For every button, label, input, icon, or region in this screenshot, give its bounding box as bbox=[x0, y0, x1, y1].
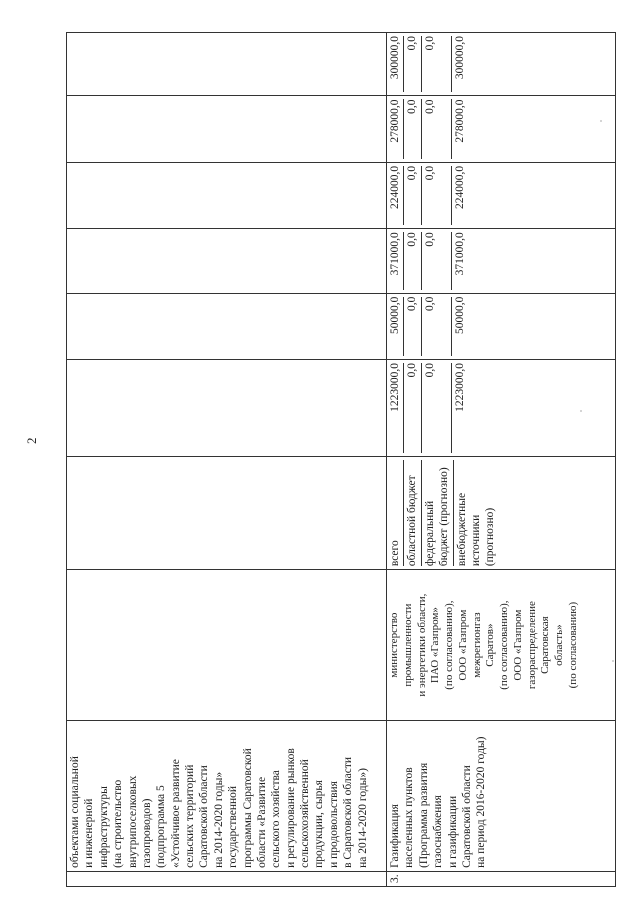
cell-empty bbox=[67, 33, 387, 96]
text-line: «Устойчивое развитие bbox=[169, 759, 182, 868]
value-cell: 0,0 bbox=[404, 297, 421, 356]
cell-name-previous bbox=[67, 721, 387, 872]
text-line: Газификация bbox=[389, 804, 401, 868]
cell-values-col4 bbox=[387, 162, 616, 228]
funding-source-line: всего bbox=[389, 540, 401, 567]
value-cell: 0,0 bbox=[422, 232, 452, 289]
value-cell: 278000,0 bbox=[387, 99, 404, 158]
funding-source-line: источники bbox=[469, 514, 482, 567]
value-cell: 300000,0 bbox=[454, 36, 467, 80]
program-table bbox=[66, 32, 616, 887]
funding-source-line: бюджет (прогнозно) bbox=[438, 467, 451, 567]
value-cell: 0,0 bbox=[404, 232, 421, 289]
value-cell: 0,0 bbox=[404, 166, 421, 225]
text-line: и продовольствия bbox=[327, 781, 340, 868]
text-line: объектами социальной bbox=[69, 756, 81, 868]
value-cell: 50000,0 bbox=[387, 297, 404, 356]
funding-source-line: внебюджетные bbox=[455, 492, 468, 567]
text-line: сельского хозяйства bbox=[270, 770, 283, 868]
funding-source bbox=[387, 460, 404, 567]
scan-speck bbox=[612, 660, 614, 662]
text-line: область» bbox=[553, 624, 565, 666]
text-line: Саратовская bbox=[539, 616, 552, 674]
text-line: ООО «Газпром bbox=[511, 609, 524, 681]
rotated-table-wrapper bbox=[66, 32, 616, 887]
text-line: министерство bbox=[388, 612, 400, 678]
table-row-previous bbox=[67, 33, 387, 887]
value-cell: 0,0 bbox=[404, 363, 421, 453]
text-line: сельских территорий bbox=[184, 764, 196, 868]
text-line: и инженерной bbox=[83, 798, 96, 868]
value-cell: 50000,0 bbox=[454, 296, 467, 334]
scan-speck bbox=[580, 410, 582, 412]
scan-speck bbox=[600, 120, 602, 122]
cell-empty bbox=[67, 293, 387, 359]
text-line: межрегионгаз bbox=[470, 612, 483, 678]
cell-values-col3 bbox=[387, 229, 616, 293]
cell-funding-sources bbox=[387, 456, 616, 570]
text-line: и газификации bbox=[446, 795, 459, 868]
text-line: на 2014-2020 годы») bbox=[356, 768, 369, 868]
text-line: государственной bbox=[227, 785, 240, 868]
text-line: ООО «Газпром bbox=[456, 609, 469, 681]
text-line: промышленности bbox=[401, 603, 414, 687]
text-line: (подпрограмма 5 bbox=[155, 785, 168, 868]
text-line: Саратовской области bbox=[198, 765, 211, 868]
text-line: и энергетики области, bbox=[415, 593, 428, 697]
cell-executor-empty bbox=[67, 570, 387, 721]
text-line: населенных пунктов bbox=[403, 767, 416, 868]
text-line: и регулирование рынков bbox=[284, 748, 297, 868]
value-cell: 1223000,0 bbox=[454, 362, 467, 412]
table-row-3 bbox=[387, 33, 616, 887]
value-cell: 224000,0 bbox=[387, 166, 404, 225]
text-line: (на строительство bbox=[112, 779, 125, 868]
text-line: внутрипоселковых bbox=[126, 775, 139, 868]
text-line: на 2014-2020 годы» bbox=[212, 771, 225, 868]
funding-source-line: областной бюджет bbox=[406, 475, 419, 567]
value-cell: 0,0 bbox=[422, 297, 452, 356]
value-cell: 224000,0 bbox=[454, 165, 467, 209]
value-cell: 0,0 bbox=[422, 36, 452, 92]
text-line: Саратов» bbox=[484, 623, 497, 667]
text-line: в Саратовской области bbox=[342, 756, 355, 868]
text-line: на период 2016-2020 годы) bbox=[475, 736, 488, 868]
text-line: (по согласованию), bbox=[498, 600, 510, 690]
cell-empty bbox=[67, 96, 387, 162]
value-cell: 1223000,0 bbox=[387, 363, 404, 453]
value-cell: 371000,0 bbox=[387, 232, 404, 289]
cell-empty bbox=[67, 229, 387, 293]
text-line: газопроводов) bbox=[140, 798, 153, 868]
text-line: Саратовской области bbox=[460, 765, 473, 868]
cell-values-col5 bbox=[387, 96, 616, 162]
value-cell: 0,0 bbox=[422, 99, 452, 158]
text-line: ПАО «Газпром» bbox=[429, 607, 442, 684]
funding-source-line: федеральный bbox=[423, 500, 436, 567]
value-cell: 0,0 bbox=[422, 363, 452, 453]
cell-no-empty bbox=[67, 871, 387, 886]
value-cell: 300000,0 bbox=[387, 36, 404, 92]
cell-source-empty bbox=[67, 456, 387, 570]
text-line: (по согласованию), bbox=[443, 600, 455, 690]
page-number: 2 bbox=[24, 437, 39, 444]
cell-executors bbox=[387, 570, 616, 721]
text-line: газоснабжения bbox=[432, 795, 445, 868]
value-cell: 0,0 bbox=[404, 99, 421, 158]
funding-source-line: (прогнозно) bbox=[484, 507, 497, 567]
text-line: (Программа развития bbox=[417, 762, 430, 868]
row-number: 3. bbox=[387, 871, 616, 886]
value-cell: 0,0 bbox=[404, 36, 421, 92]
cell-empty bbox=[67, 162, 387, 228]
funding-source bbox=[422, 460, 454, 567]
funding-source bbox=[404, 460, 421, 567]
text-line: (по согласованию) bbox=[566, 601, 579, 689]
text-line: программы Саратовской bbox=[241, 748, 254, 868]
cell-empty bbox=[67, 359, 387, 456]
cell-values-col6 bbox=[387, 33, 616, 96]
value-cell: 371000,0 bbox=[454, 232, 467, 276]
value-cell: 0,0 bbox=[422, 166, 452, 225]
cell-values-col1 bbox=[387, 359, 616, 456]
text-line: инфраструктуры bbox=[97, 786, 110, 868]
cell-values-col2 bbox=[387, 293, 616, 359]
text-line: продукции, сырья bbox=[313, 780, 326, 868]
text-line: сельскохозяйственной bbox=[299, 759, 311, 868]
cell-name-gasification bbox=[387, 721, 616, 872]
text-line: газораспределение bbox=[525, 601, 538, 690]
value-cell: 278000,0 bbox=[454, 99, 467, 143]
funding-source bbox=[454, 460, 499, 567]
text-line: области «Развитие bbox=[255, 776, 268, 868]
